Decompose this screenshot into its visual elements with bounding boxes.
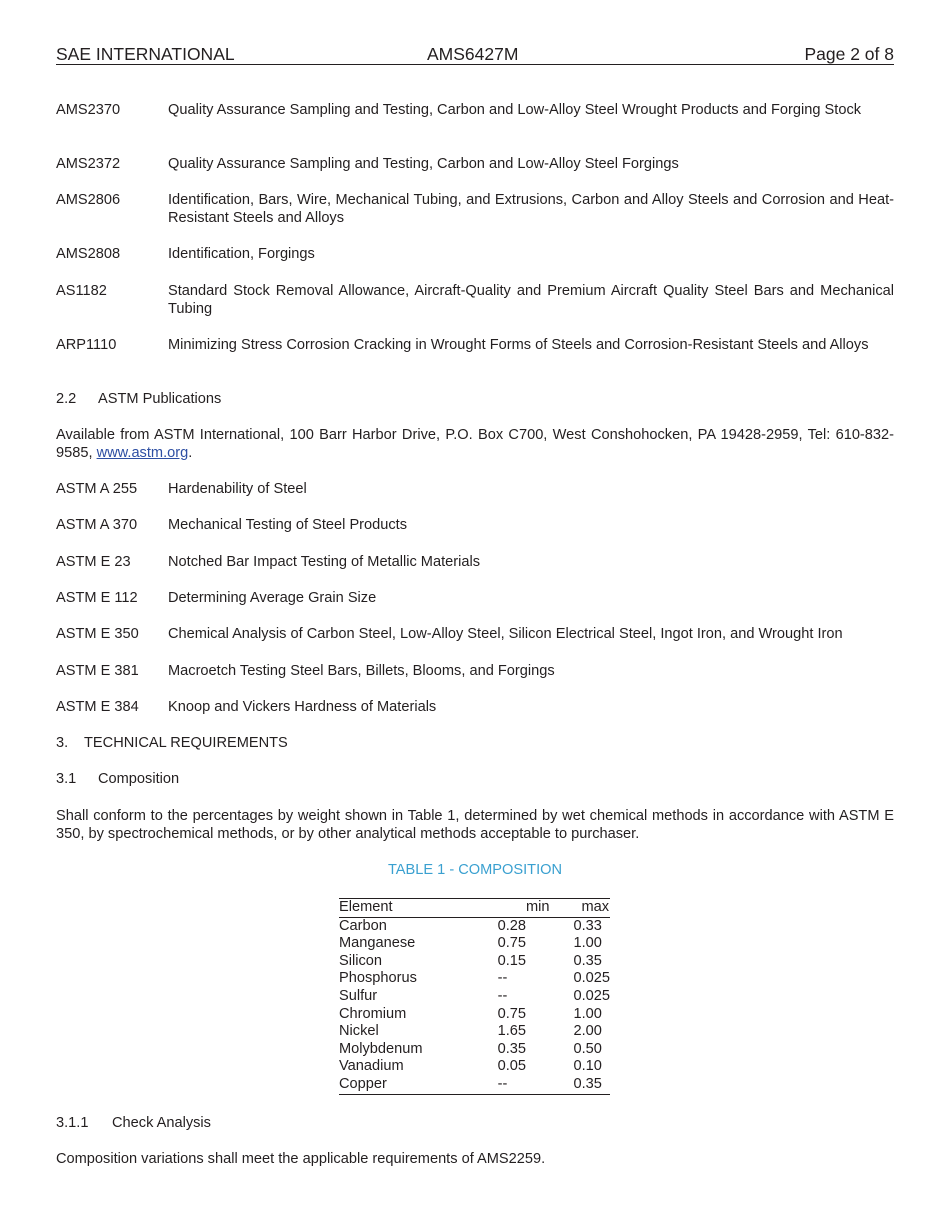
reference-code: ASTM E 384	[56, 699, 139, 715]
cell-element: Chromium	[339, 1005, 407, 1022]
cell-max: 0.10	[573, 1058, 602, 1075]
section-title: Composition	[98, 771, 180, 787]
check-analysis-paragraph: Composition variations shall meet the applicable requirements of AMS2259.	[56, 1151, 546, 1167]
column-header-max: max	[573, 899, 610, 918]
reference-title: Mechanical Testing of Steel Products	[168, 517, 408, 533]
reference-code: AS1182	[56, 283, 107, 299]
reference-entry	[56, 283, 894, 318]
cell-max: 0.025	[573, 970, 610, 987]
reference-entry	[56, 337, 894, 355]
cell-min: 1.65	[497, 1023, 527, 1040]
section-number: 2.2	[56, 391, 77, 407]
reference-title: Identification, Forgings	[168, 246, 315, 262]
cell-min: --	[497, 1075, 508, 1092]
section-number: 3.	[56, 735, 69, 751]
section-number: 3.1.1	[56, 1115, 89, 1131]
reference-code: ASTM E 112	[56, 590, 138, 606]
table-row	[339, 970, 610, 988]
section-title: Check Analysis	[112, 1115, 211, 1131]
cell-max: 1.00	[573, 935, 602, 952]
header-org: SAE INTERNATIONAL	[56, 44, 235, 64]
cell-element: Silicon	[339, 952, 382, 969]
header-doc-number: AMS6427M	[427, 44, 519, 64]
section-heading-2-2	[56, 391, 221, 409]
reference-code: AMS2808	[56, 246, 121, 262]
cell-min: 0.75	[497, 935, 527, 952]
reference-entry	[56, 554, 894, 572]
reference-code: ASTM A 370	[56, 517, 138, 533]
cell-element: Phosphorus	[339, 970, 417, 987]
reference-title: Macroetch Testing Steel Bars, Billets, Blooms, and Forgings	[168, 663, 555, 679]
cell-element: Copper	[339, 1075, 387, 1092]
composition-paragraph: Shall conform to the percentages by weight shown in Table 1, determined by wet chemical methods in accordance with ASTM E 350, by spectrochemical methods, or by other analytical methods acceptable to purchaser.	[56, 808, 894, 842]
table-row	[339, 1058, 610, 1076]
reference-title: Identification, Bars, Wire, Mechanical Tubing, and Extrusions, Carbon and Alloy Steels and Corrosion and Heat-Resistant Steels and Alloys	[168, 192, 894, 226]
cell-max: 0.33	[573, 917, 602, 934]
reference-code: ARP1110	[56, 337, 117, 353]
reference-code: AMS2372	[56, 156, 121, 172]
availability-text: Available from ASTM International, 100 Barr Harbor Drive, P.O. Box C700, West Conshohocken, PA 19428-2959, Tel: 610-832-9585,	[56, 427, 894, 461]
reference-title: Minimizing Stress Corrosion Cracking in Wrought Forms of Steels and Corrosion-Resistant Steels and Alloys	[168, 337, 869, 353]
reference-entry	[56, 481, 894, 499]
table-row	[339, 1023, 610, 1041]
page-header	[56, 44, 894, 65]
column-header-min: min	[498, 899, 574, 918]
cell-element: Molybdenum	[339, 1040, 423, 1057]
cell-min: 0.28	[497, 917, 527, 934]
column-header-element: Element	[339, 899, 498, 918]
cell-min: 0.35	[497, 1040, 527, 1057]
table-row	[339, 935, 610, 953]
section-heading-3-1-1	[56, 1115, 211, 1133]
astm-availability-paragraph	[56, 427, 894, 462]
cell-element: Sulfur	[339, 987, 378, 1004]
cell-max: 0.35	[573, 1075, 602, 1092]
cell-min: 0.75	[497, 1005, 527, 1022]
cell-element: Carbon	[339, 917, 387, 934]
cell-max: 0.35	[573, 952, 602, 969]
reference-title: Knoop and Vickers Hardness of Materials	[168, 699, 437, 715]
section-title: ASTM Publications	[98, 391, 222, 407]
table-row	[339, 953, 610, 971]
cell-element: Manganese	[339, 935, 416, 952]
reference-title: Quality Assurance Sampling and Testing, Carbon and Low-Alloy Steel Forgings	[168, 156, 679, 172]
cell-min: --	[497, 987, 508, 1004]
table-row	[339, 917, 610, 935]
section-heading-3-1	[56, 771, 179, 789]
table-row	[339, 1006, 610, 1024]
table-header-row	[339, 899, 610, 918]
reference-code: AMS2370	[56, 102, 121, 118]
reference-entry	[56, 590, 894, 608]
reference-code: ASTM E 23	[56, 554, 131, 570]
header-page-number: Page 2 of 8	[804, 44, 894, 64]
reference-title: Notched Bar Impact Testing of Metallic Materials	[168, 554, 481, 570]
section-heading-3	[56, 735, 288, 753]
reference-entry	[56, 663, 894, 681]
cell-min: 0.05	[497, 1058, 527, 1075]
section-number: 3.1	[56, 771, 77, 787]
reference-title: Quality Assurance Sampling and Testing, Carbon and Low-Alloy Steel Wrought Products and Forging Stock	[168, 102, 862, 118]
cell-max: 0.50	[573, 1040, 602, 1057]
reference-entry	[56, 102, 894, 120]
table-row	[339, 1076, 610, 1094]
reference-title: Determining Average Grain Size	[168, 590, 377, 606]
cell-max: 2.00	[573, 1023, 602, 1040]
reference-title: Hardenability of Steel	[168, 481, 307, 497]
table-row	[339, 1041, 610, 1059]
cell-min: 0.15	[497, 952, 527, 969]
cell-min: --	[497, 970, 508, 987]
reference-entry	[56, 246, 894, 264]
section-title: TECHNICAL REQUIREMENTS	[84, 735, 288, 751]
composition-table	[339, 898, 610, 1095]
reference-entry	[56, 699, 894, 717]
table-caption: TABLE 1 - COMPOSITION	[387, 862, 563, 878]
reference-title: Standard Stock Removal Allowance, Aircraft-Quality and Premium Aircraft Quality Steel Bars and Mechanical Tubing	[168, 283, 894, 317]
cell-max: 1.00	[573, 1005, 602, 1022]
reference-entry	[56, 626, 894, 644]
reference-entry	[56, 192, 894, 227]
table-row	[339, 988, 610, 1006]
reference-code: ASTM E 381	[56, 663, 139, 679]
cell-element: Nickel	[339, 1023, 379, 1040]
reference-entry	[56, 517, 894, 535]
reference-code: ASTM E 350	[56, 626, 139, 642]
cell-max: 0.025	[573, 987, 610, 1004]
astm-website-link[interactable]: www.astm.org	[96, 444, 189, 461]
availability-end: .	[188, 444, 193, 461]
reference-code: AMS2806	[56, 192, 121, 208]
reference-entry	[56, 156, 894, 174]
reference-code: ASTM A 255	[56, 481, 138, 497]
cell-element: Vanadium	[339, 1058, 404, 1075]
reference-title: Chemical Analysis of Carbon Steel, Low-Alloy Steel, Silicon Electrical Steel, Ingot Iron, and Wrought Iron	[168, 626, 843, 642]
